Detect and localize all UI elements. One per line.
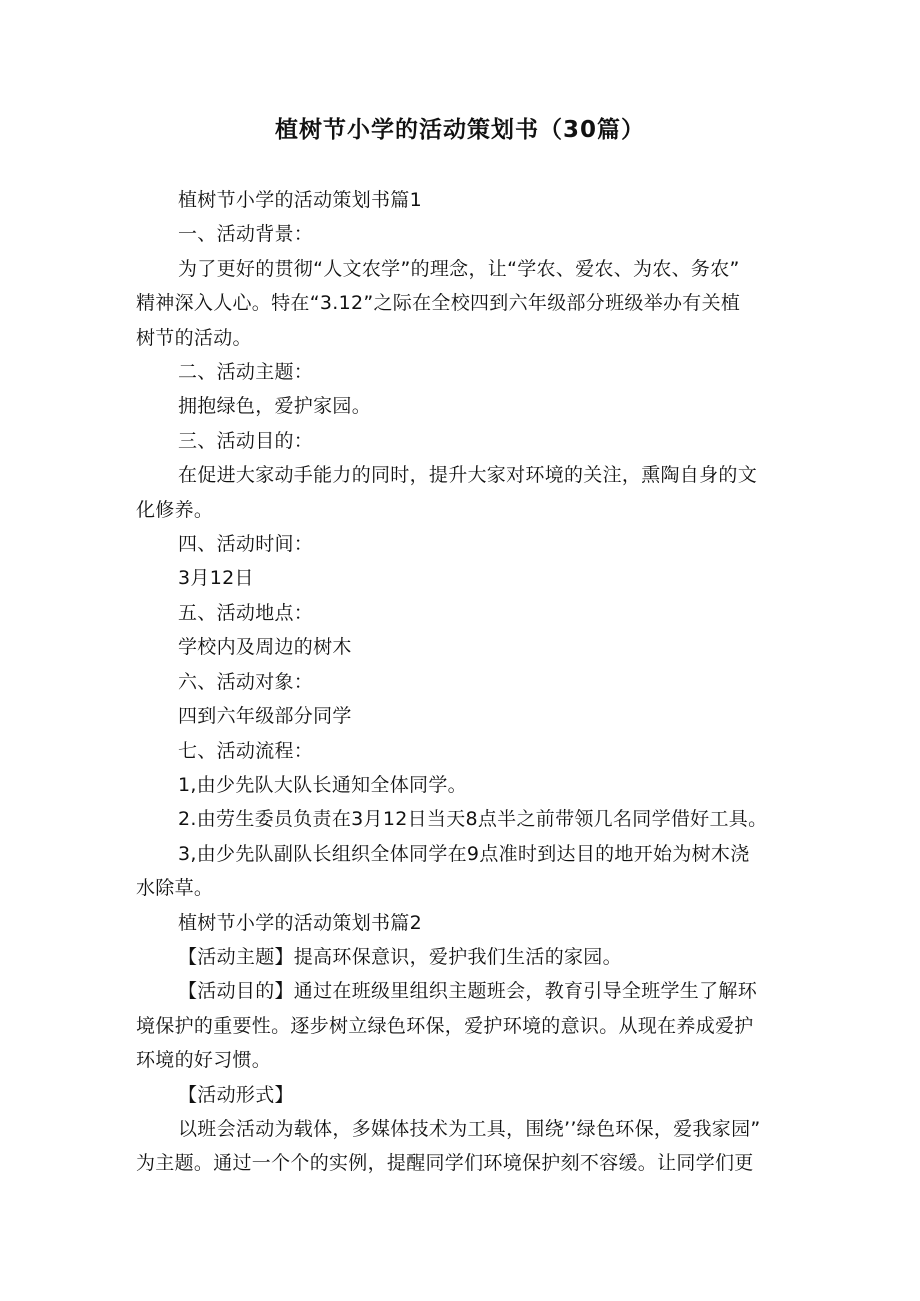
text-line: 七、活动流程： [178, 739, 314, 762]
text-line: 为主题。通过一个个的实例，提醒同学们环境保护刻不容缓。让同学们更 [136, 1152, 754, 1175]
text-line: 环境的好习惯。 [136, 1049, 272, 1072]
text-line: 【活动目的】通过在班级里组织主题班会，教育引导全班学生了解环 [178, 980, 758, 1003]
text-line: 树节的活动。 [136, 326, 252, 349]
document-title: 植树节小学的活动策划书（30篇） [274, 117, 645, 143]
text-line: 境保护的重要性。逐步树立绿色环保，爱护环境的意识。从现在养成爱护 [136, 1014, 754, 1037]
text-line: 以班会活动为载体，多媒体技术为工具，围绕’’绿色环保，爱我家园” [178, 1117, 761, 1140]
text-line: 3月12日 [178, 567, 254, 590]
text-line: 拥抱绿色，爱护家园。 [178, 395, 372, 418]
text-line: 六、活动对象： [178, 670, 314, 693]
text-line: 五、活动地点： [178, 601, 314, 624]
text-line: 化修养。 [136, 498, 214, 521]
text-line: 一、活动背景： [178, 223, 314, 246]
text-line: 【活动主题】提高环保意识，爱护我们生活的家园。 [178, 945, 622, 968]
text-line: 水除草。 [136, 877, 214, 900]
text-line: 四、活动时间： [178, 533, 314, 556]
text-line: 精神深入人心。特在“3.12”之际在全校四到六年级部分班级举办有关植 [136, 292, 741, 315]
text-line: 1,由少先队大队长通知全体同学。 [178, 773, 467, 796]
text-line: 3,由少先队副队长组织全体同学在9点准时到达目的地开始为树木浇 [178, 842, 750, 865]
document-body [136, 183, 786, 1181]
text-line: 为了更好的贯彻“人文农学”的理念，让“学农、爱农、为农、务农” [178, 257, 740, 280]
text-line: 植树节小学的活动策划书篇1 [178, 189, 422, 211]
text-line: 植树节小学的活动策划书篇2 [178, 911, 422, 934]
text-line: 四到六年级部分同学 [178, 705, 352, 728]
text-line: 三、活动目的： [178, 429, 314, 452]
text-line: 【活动形式】 [178, 1083, 294, 1106]
text-line: 2.由劳生委员负责在3月12日当天8点半之前带领几名同学借好工具。 [178, 808, 768, 831]
text-line: 二、活动主题： [178, 361, 314, 384]
text-line: 学校内及周边的树木 [178, 636, 352, 659]
text-line: 在促进大家动手能力的同时，提升大家对环境的关注，熏陶自身的文 [178, 464, 758, 487]
